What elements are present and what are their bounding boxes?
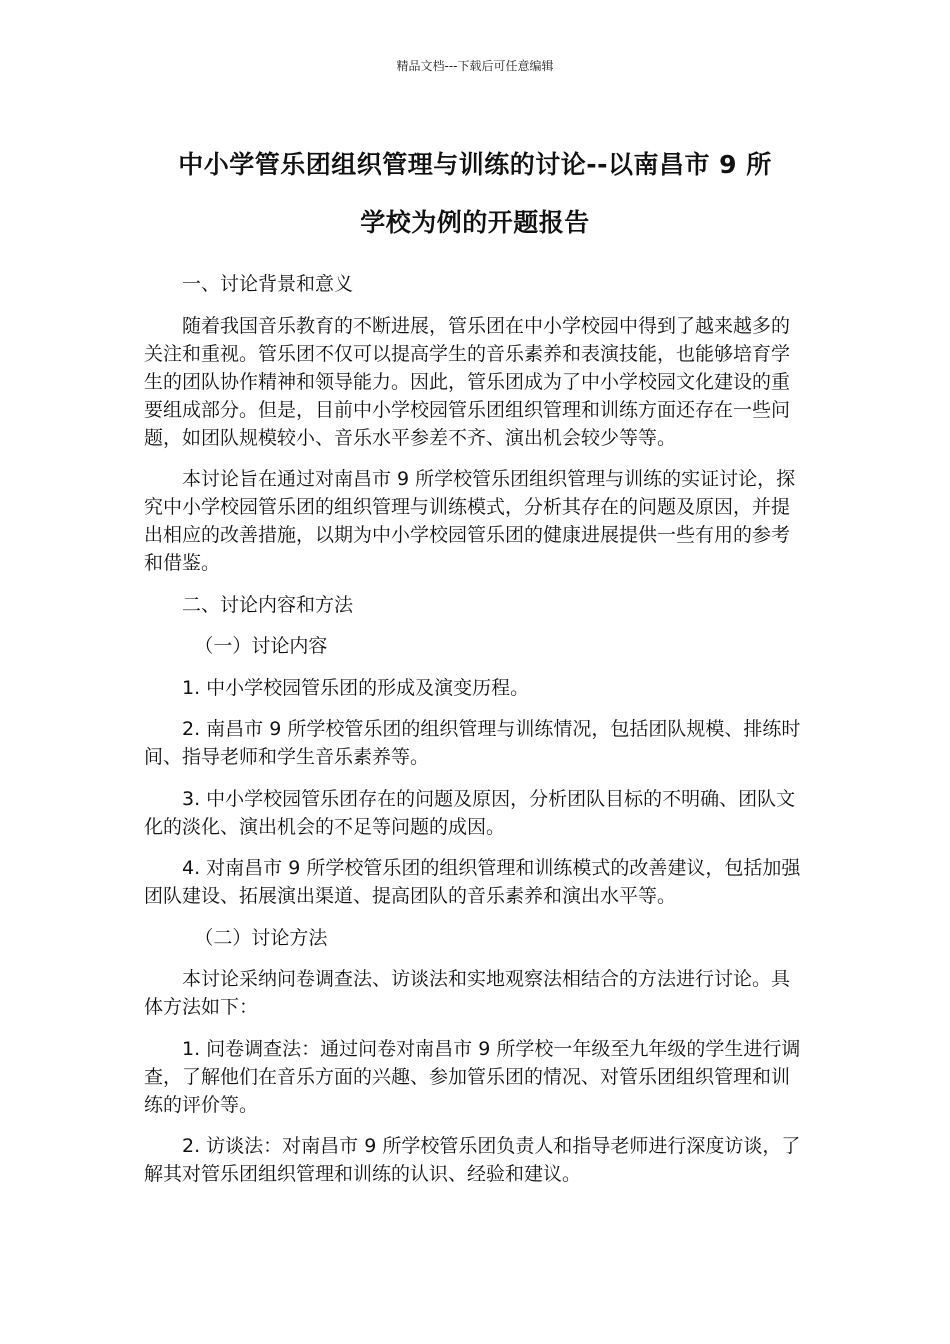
list-item-content-2: 2. 南昌市 9 所学校管乐团的组织管理与训练情况，包括团队规模、排练时间、指导老师和学生音乐素养等。 bbox=[144, 718, 801, 768]
list-item-content-4: 4. 对南昌市 9 所学校管乐团的组织管理和训练模式的改善建议，包括加强团队建设、拓展演出渠道、提高团队的音乐素养和演出水平等。 bbox=[144, 857, 801, 907]
title-line-1: 中小学管乐团组织管理与训练的讨论--以南昌市 9 所 bbox=[178, 150, 772, 179]
list-item-content-1: 1. 中小学校园管乐团的形成及演变历程。 bbox=[182, 676, 530, 699]
document-body bbox=[144, 270, 804, 1202]
list-item-method-2: 2. 访谈法：对南昌市 9 所学校管乐团负责人和指导老师进行深度访谈，了解其对管乐团组织管理和训练的认识、经验和建议。 bbox=[144, 1135, 801, 1185]
header-note: 精品文档---下载后可任意编辑 bbox=[396, 59, 554, 73]
title-line-2: 学校为例的开题报告 bbox=[360, 208, 590, 237]
subheading-content: （一）讨论内容 bbox=[194, 635, 328, 657]
paragraph-method-intro: 本讨论采纳问卷调查法、访谈法和实地观察法相结合的方法进行讨论。具体方法如下： bbox=[144, 968, 791, 1018]
subheading-method: （二）讨论方法 bbox=[194, 926, 328, 949]
paragraph-purpose: 本讨论旨在通过对南昌市 9 所学校管乐团组织管理与训练的实证讨论，探究中小学校园管乐团的组织管理与训练模式，分析其存在的问题及原因，并提出相应的改善措施，以期为中小学校园管乐团的健康进展提供一些有用的参考和借鉴。 bbox=[144, 468, 796, 574]
list-item-method-1: 1. 问卷调查法：通过问卷对南昌市 9 所学校一年级至九年级的学生进行调查，了解他们在音乐方面的兴趣、参加管乐团的情况、对管乐团组织管理和训练的评价等。 bbox=[144, 1037, 801, 1116]
section-heading-background: 一、讨论背景和意义 bbox=[182, 273, 354, 295]
list-item-content-3: 3. 中小学校园管乐团存在的问题及原因，分析团队目标的不明确、团队文化的淡化、演出机会的不足等问题的成因。 bbox=[144, 787, 796, 838]
document-title bbox=[120, 136, 830, 252]
section-heading-content-method: 二、讨论内容和方法 bbox=[182, 593, 354, 616]
paragraph-background: 随着我国音乐教育的不断进展，管乐团在中小学校园中得到了越来越多的关注和重视。管乐团不仅可以提高学生的音乐素养和表演技能，也能够培育学生的团队协作精神和领导能力。因此，管乐团成为了中小学校园文化建设的重要组成部分。但是，目前中小学校园管乐团组织管理和训练方面还存在一些问题，如团队规模较小、音乐水平参差不齐、演出机会较少等等。 bbox=[144, 314, 791, 449]
